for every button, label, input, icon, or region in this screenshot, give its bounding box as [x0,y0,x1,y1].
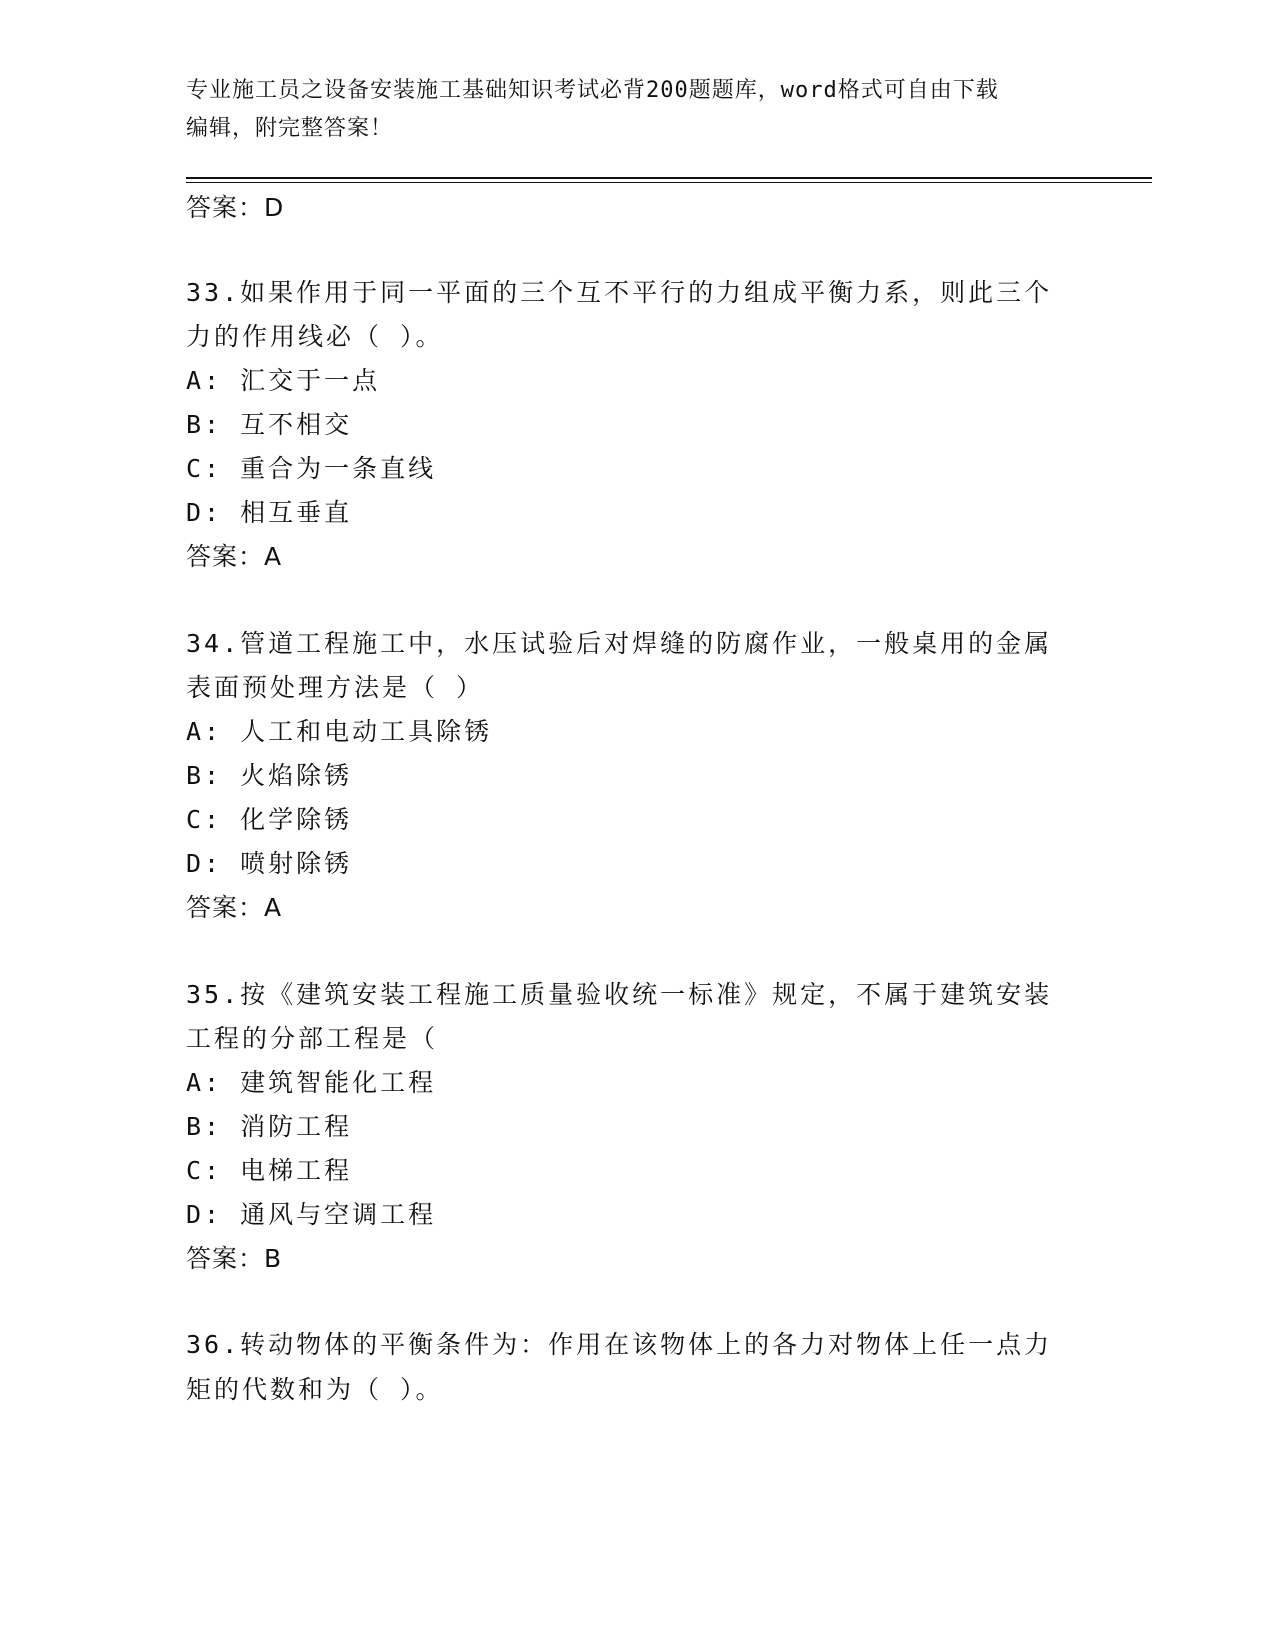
question-stem-line-2: 工程的分部工程是（ [186,1024,439,1053]
option-c: C: 重合为一条直线 [186,454,437,483]
question-stem-line-2: 力的作用线必（ ）。 [186,322,444,351]
question-stem-line-2: 表面预处理方法是（ ） [186,673,485,702]
question-stem-line-1: 36.转动物体的平衡条件为：作用在该物体上的各力对物体上任一点力 [186,1330,1053,1359]
previous-answer: 答案：D [186,193,285,222]
answer-label: 答案：B [186,1244,283,1273]
option-a: A: 人工和电动工具除锈 [186,717,493,746]
option-c: C: 电梯工程 [186,1156,353,1185]
answer-label: 答案：A [186,542,283,571]
option-d: D: 喷射除锈 [186,849,353,878]
option-d: D: 通风与空调工程 [186,1200,437,1229]
header-line-1: 专业施工员之设备安装施工基础知识考试必背200题题库，word格式可自由下载 [186,78,999,103]
question-stem-line-1: 33.如果作用于同一平面的三个互不平行的力组成平衡力系，则此三个 [186,278,1053,307]
option-b: B: 消防工程 [186,1112,353,1141]
document-header-note [186,72,1066,148]
option-d: D: 相互垂直 [186,498,353,527]
option-c: C: 化学除锈 [186,805,353,834]
question-stem-line-1: 35.按《建筑安装工程施工质量验收统一标准》规定，不属于建筑安装 [186,980,1053,1009]
option-a: A: 建筑智能化工程 [186,1068,437,1097]
header-divider-thin [186,182,1152,183]
option-b: B: 火焰除锈 [186,761,353,790]
answer-label: 答案：A [186,893,283,922]
question-stem-line-1: 34.管道工程施工中，水压试验后对焊缝的防腐作业，一般桌用的金属 [186,629,1053,658]
question-stem-line-2: 矩的代数和为（ ）。 [186,1375,444,1404]
option-b: B: 互不相交 [186,410,353,439]
header-divider-thick [186,177,1152,179]
option-a: A: 汇交于一点 [186,366,381,395]
header-line-2: 编辑，附完整答案！ [186,116,394,141]
